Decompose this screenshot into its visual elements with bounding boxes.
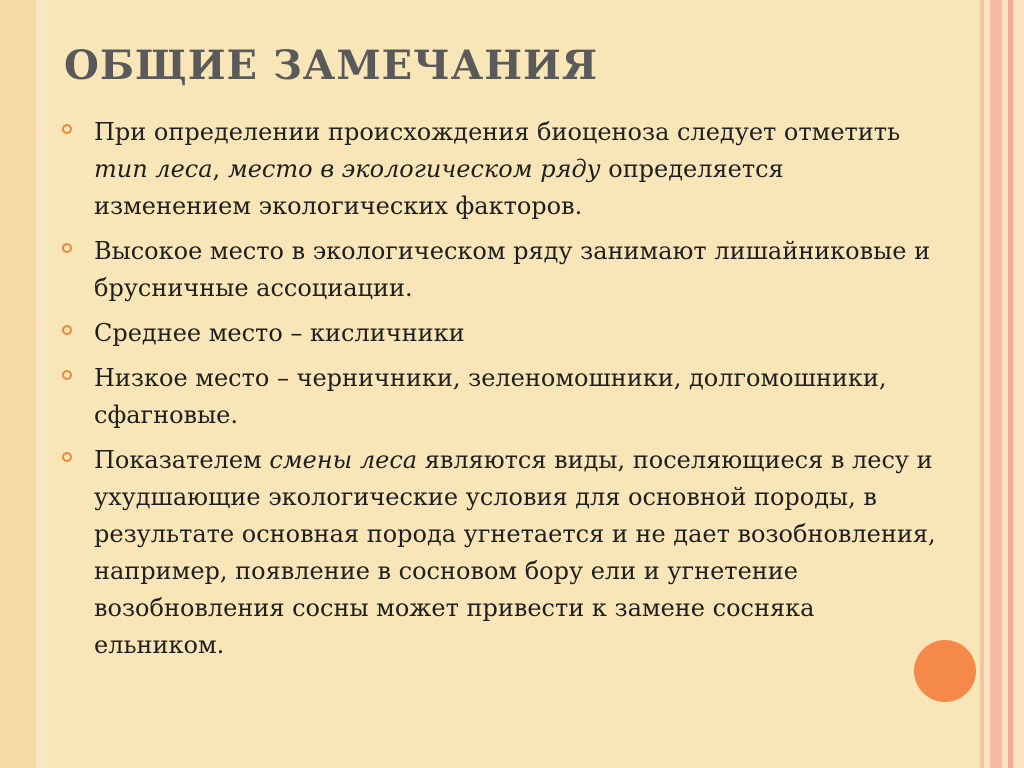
bullet-text: При определении происхождения биоценоза следует отметить тип леса, место в экологическом ряду определяется изменением экологических факторов. — [94, 118, 901, 220]
bullet-circle-icon — [62, 370, 72, 380]
bullet-circle-icon — [62, 325, 72, 335]
left-border-stripe — [36, 0, 46, 768]
italic-term: тип леса — [94, 155, 213, 183]
right-border-stripe — [990, 0, 1002, 768]
right-border-stripe — [1008, 0, 1013, 768]
slide-title: ОБЩИЕ ЗАМЕЧАНИЯ — [64, 42, 599, 89]
bullet-item — [56, 114, 946, 225]
bullet-list — [56, 114, 946, 672]
bullet-text: Среднее место – кисличники — [94, 319, 465, 347]
bullet-item — [56, 360, 946, 434]
bullet-circle-icon — [62, 243, 72, 253]
bullet-text: Высокое место в экологическом ряду занимают лишайниковые и брусничные ассоциации. — [94, 237, 931, 302]
bullet-text: Показателем смены леса являются виды, поселяющиеся в лесу и ухудшающие экологические условия для основной породы, в результате основная порода угнетается и не дает возобновления, например, появление в сосновом бору ели и угнетение возобновления сосны может привести к замене сосняка ельником. — [94, 446, 936, 659]
slide-content — [56, 0, 980, 768]
italic-term: место в экологическом ряду — [227, 155, 601, 183]
right-border — [980, 0, 1024, 768]
bullet-circle-icon — [62, 452, 72, 462]
right-border-stripe — [980, 0, 984, 768]
bullet-item — [56, 442, 946, 664]
left-border — [0, 0, 36, 768]
bullet-item — [56, 233, 946, 307]
bullet-item — [56, 315, 946, 352]
decorative-circle-icon — [914, 640, 976, 702]
bullet-text: Низкое место – черничники, зеленомошники, долгомошники, сфагновые. — [94, 364, 887, 429]
italic-term: смены леса — [269, 446, 418, 474]
bullet-circle-icon — [62, 124, 72, 134]
